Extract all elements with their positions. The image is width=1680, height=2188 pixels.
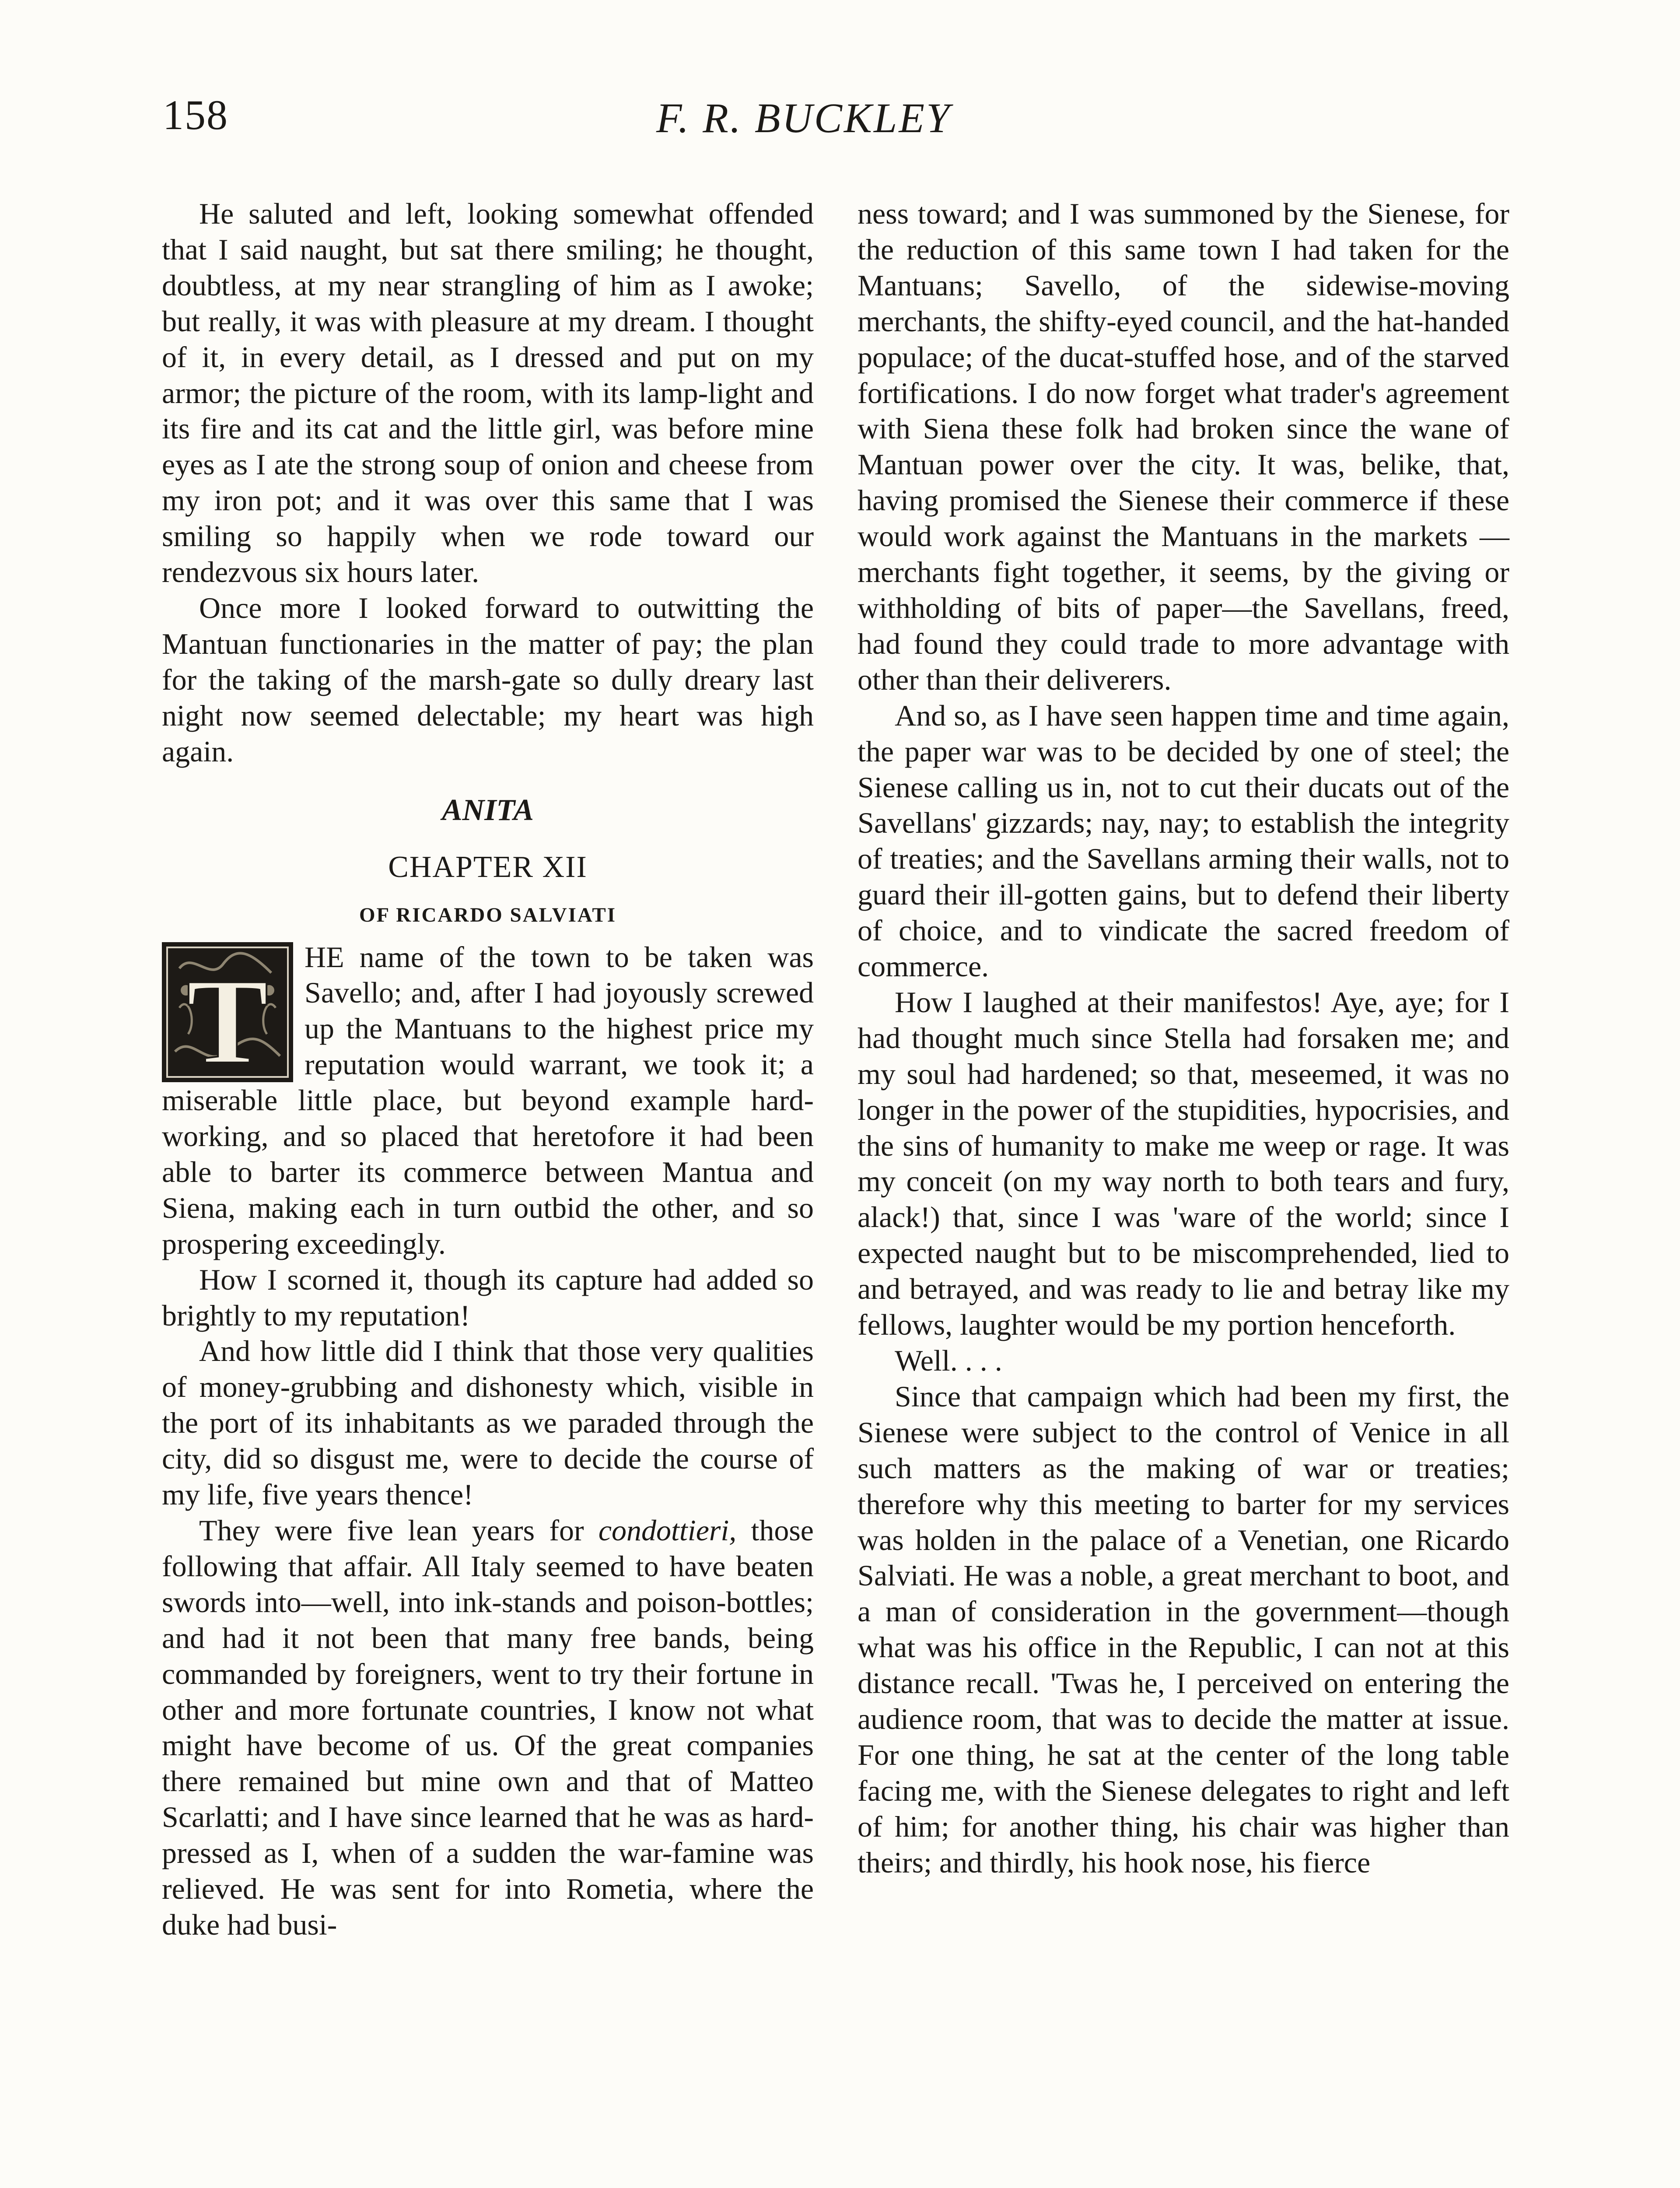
page-number: 158	[163, 91, 228, 138]
paragraph: And how little did I think that those very qualities of money-grubbing and dishonesty which, visible in the port of its inhabitants as we paraded through the city, did so disgust me, were to decide the course of my life, five years thence!	[162, 1334, 814, 1511]
chapter-opening-paragraph	[162, 940, 814, 1262]
paragraph-text: those following that affair. All Italy seemed to have beaten swords into—well, into ink-stands and poison-bottles; and had it not been that many free bands, being commanded by foreigners, went to try their fortune in other and more fortunate countries, I know not what might have become of us. Of the great companies there remained but mine own and that of Matteo Scarlatti; and I have since learned that he was as hard-pressed as I, when of a sudden the war-famine was relieved. He was sent for into Rometia, where the duke had busi-	[162, 1514, 814, 1941]
paragraph-text: HE name of the town to be taken was Savello; and, after I had joyously screwed up the Mantuans to the highest price my reputation would warrant, we took it; a miserable little place, but beyond example hard-working, and so placed that heretofore it had been able to barter its commerce between Mantua and Siena, making each in turn outbid the other, and so prospering exceedingly.	[162, 940, 814, 1260]
paragraph-text: They were five lean years for	[199, 1514, 598, 1547]
paragraph: How I scorned it, though its capture had added so brightly to my reputation!	[162, 1262, 814, 1332]
paragraph: Once more I looked forward to outwitting the Mantuan functionaries in the matter of pay; the plan for the taking of the marsh-gate so dully dreary last night now seemed delectable; my heart was high again.	[162, 591, 814, 768]
ornamental-dropcap-icon	[162, 942, 293, 1082]
paragraph: Well. . . .	[895, 1344, 1002, 1377]
dropcap-letter: T	[186, 953, 269, 1082]
paragraph	[162, 1513, 814, 1943]
paragraph: ness toward; and I was summoned by the Sienese, for the reduction of this same town I had taken for the Mantuans; Savello, of the sidewise-moving merchants, the shifty-eyed council, and the hat-handed populace; of the ducat-stuffed hose, and of the starved fortifications. I do now forget what trader's agreement with Siena these folk had broken since the wane of Mantuan power over the city. It was, belike, that, having promised the Sienese their commerce if these would work against the Mantuans in the markets —merchants fight together, it seems, by the giving or withholding of bits of paper—the Savellans, freed, had found they could trade to more advantage with other than their deliverers.	[858, 197, 1509, 696]
paragraph: And so, as I have seen happen time and time again, the paper war was to be decided by one of steel; the Sienese calling us in, not to cut their ducats out of the Savellans' gizzards; nay, nay; to establish the integrity of treaties; and the Savellans arming their walls, not to guard their ill-gotten gains, but to defend their liberty of choice, and to vindicate the sacred freedom of commerce.	[858, 698, 1509, 983]
left-column	[162, 196, 814, 1943]
right-column	[858, 196, 1509, 1881]
chapter-subtitle: OF RICARDO SALVIATI	[359, 903, 617, 926]
paragraph: How I laughed at their manifestos! Aye, aye; for I had thought much since Stella had forsaken me; and my soul had hardened; so that, meseemed, it was no longer in the power of the stupidities, hypocrisies, and the sins of humanity to make me weep or rage. It was my conceit (on my way north to both tears and fury, alack!) that, since I was 'ware of the world; since I expected naught but to be miscomprehended, lied to and betrayed, and was ready to lie and betray like my fellows, laughter would be my portion henceforth.	[858, 985, 1509, 1342]
running-head: F. R. BUCKLEY	[656, 95, 952, 141]
italic-word: condottieri,	[598, 1514, 737, 1547]
chapter-title: CHAPTER XII	[388, 850, 588, 884]
paragraph: He saluted and left, looking somewhat offended that I said naught, but sat there smiling; he thought, doubtless, at my near strangling of him as I awoke; but really, it was with pleasure at my dream. I thought of it, in every detail, as I dressed and put on my armor; the picture of the room, with its lamp-light and its fire and its cat and the little girl, was before mine eyes as I ate the strong soup of onion and cheese from my iron pot; and it was over this same that I was smiling so happily when we rode toward our rendezvous six hours later.	[162, 197, 814, 589]
paragraph: Since that campaign which had been my first, the Sienese were subject to the control of Venice in all such matters as the making of war or treaties; therefore why this meeting to barter for my services was holden in the palace of a Venetian, one Ricardo Salviati. He was a noble, a great merchant to boot, and a man of consideration in the government—though what was his office in the Republic, I can not at this distance recall. 'Twas he, I perceived on entering the audience room, that was to decide the matter at issue. For one thing, he sat at the center of the long table facing me, with the Sienese delegates to right and left of him; for another thing, his chair was higher than theirs; and thirdly, his hook nose, his fierce	[858, 1379, 1509, 1879]
section-title: ANITA	[441, 793, 534, 827]
